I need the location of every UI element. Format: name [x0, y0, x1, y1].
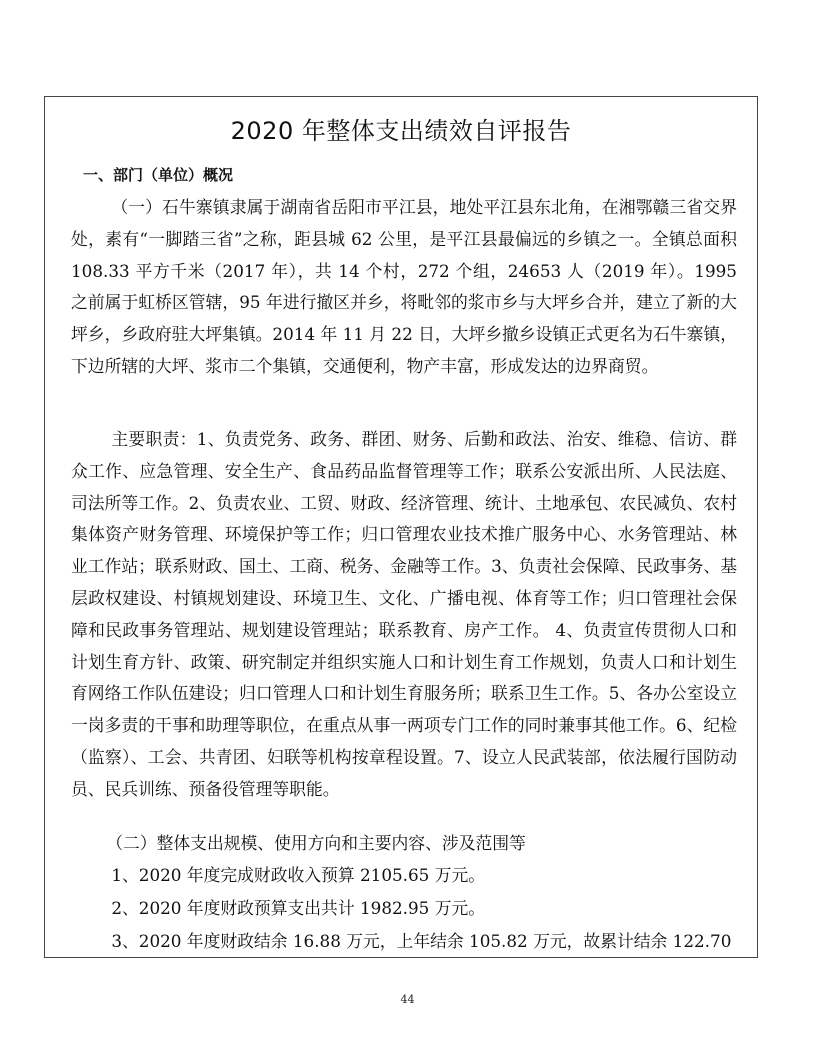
- report-title: 2020 年整体支出绩效自评报告: [230, 117, 572, 145]
- paragraph-duties: 主要职责：1、负责党务、政务、群团、财务、后勤和政法、治安、维稳、信访、群众工作、应急管理、安全生产、食品药品监督管理等工作；联系公安派出所、人民法庭、司法所等工作。2、负责农业、工贸、财政、经济管理、统计、土地承包、农民减负、农村集体资产财务管理、环境保护等工作；归口管理农业技术推广服务中心、水务管理站、林业工作站；联系财政、国土、工商、税务、金融等工作。3、负责社会保障、民政事务、基层政权建设、村镇规划建设、环境卫生、文化、广播电视、体育等工作；归口管理社会保障和民政事务管理站、规划建设管理站；联系教育、房产工作。 4、负责宣传贯彻人口和计划生育方针、政策、研究制定并组织实施人口和计划生育工作规划，负责人口和计划生育网络工作队伍建设；归口管理人口和计划生育服务所；联系卫生工作。5、各办公室设立一岗多责的干事和助理等职位，在重点从事一两项专门工作的同时兼事其他工作。6、纪检（监察）、工会、共青团、妇联等机构按章程设置。7、设立人民武装部，依法履行国防动员、民兵训练、预备役管理等职能。: [71, 429, 737, 799]
- report-frame: [44, 96, 758, 958]
- subheading-expenditure: （二）整体支出规模、使用方向和主要内容、涉及范围等: [106, 833, 526, 853]
- section-heading: 一、部门（单位）概况: [83, 166, 234, 184]
- list-item: 3、2020 年度财政结余 16.88 万元，上年结余 105.82 万元，故累计结余 122.70: [111, 931, 732, 951]
- list-item: 2、2020 年度财政预算支出共计 1982.95 万元。: [111, 898, 486, 918]
- list-item: 1、2020 年度完成财政收入预算 2105.65 万元。: [111, 865, 486, 885]
- paragraph-overview: （一）石牛寨镇隶属于湖南省岳阳市平江县，地处平江县东北角，在湘鄂赣三省交界处，素有“一脚踏三省”之称，距县城 62 公里，是平江县最偏远的乡镇之一。全镇总面积 108.33 平方千米（2017 年），共 14 个村，272 个组，24653 人（2019 年）。1995 之前属于虹桥区管辖，95 年进行撤区并乡，将毗邻的浆市乡与大坪乡合并，建立了新的大坪乡，乡政府驻大坪集镇。2014 年 11 月 22 日，大坪乡撤乡设镇正式更名为石牛寨镇，下边所辖的大坪、浆市二个集镇，交通便利，物产丰富，形成发达的边界商贸。: [71, 197, 737, 376]
- page-number: 44: [400, 993, 415, 1006]
